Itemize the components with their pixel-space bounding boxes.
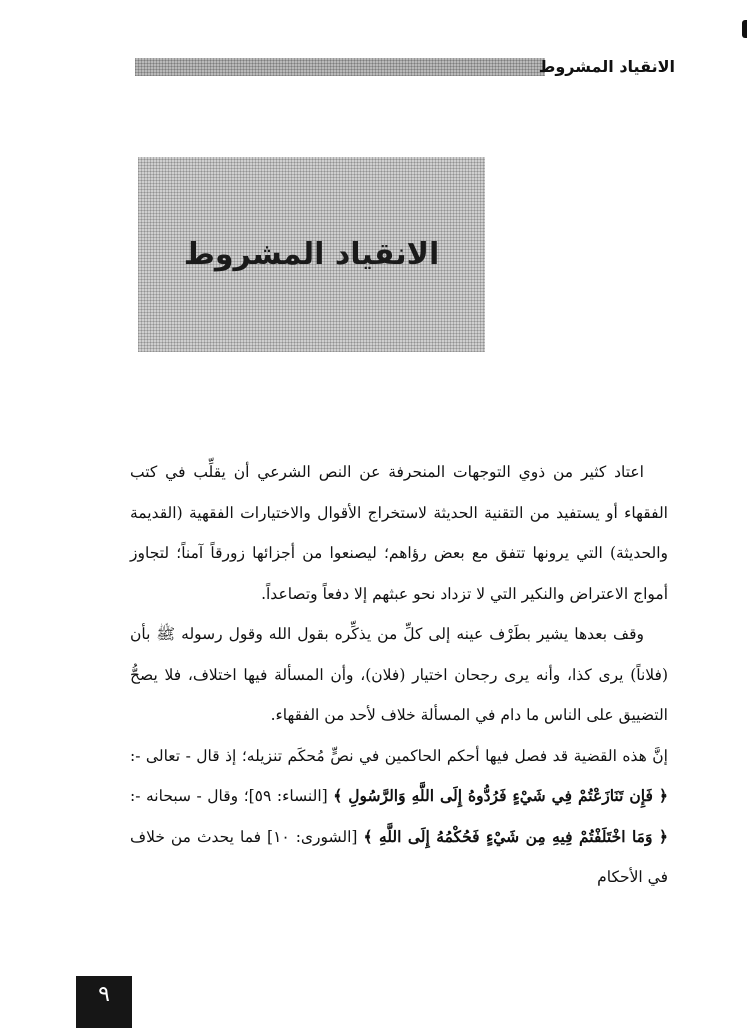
body-text bbox=[130, 452, 668, 898]
quran-verse: ﴿ فَإِن تَنَازَعْتُمْ فِي شَيْءٍ فَرُدُّوهُ إِلَى اللَّهِ وَالرَّسُولِ ﴾ bbox=[333, 786, 669, 805]
chapter-title-box bbox=[138, 157, 485, 352]
paragraph bbox=[130, 614, 668, 736]
paragraph-text: اعتاد كثير من ذوي التوجهات المنحرفة عن النص الشرعي أن يقلِّب في كتب الفقهاء أو يستفيد من التقنية الحديثة لاستخراج الأقوال والاختيارات الفقهية (القديمة والحديثة) التي يرونها تتفق مع بعض رؤاهم؛ ليصنعوا من أجزائها زورقاً آمناً؛ لتجاوز أمواج الاعتراض والنكير التي لا تزداد نحو عبثهم إلا دفعاً وتصاعداً. bbox=[130, 463, 668, 603]
page-number-box bbox=[76, 976, 132, 1028]
page-edge-mark bbox=[742, 20, 747, 38]
paragraph-text: وقف بعدها يشير بطَرْف عينه إلى كلِّ من يذكِّره بقول الله وقول رسوله ﷺ بأن (فلاناً) يرى كذا، وأنه يرى رجحان اختيار (فلان)، وأن المسألة فيها اختلاف، فلا يصحُّ التضييق على الناس ما دام في المسألة خلاف لأحد من الفقهاء. bbox=[130, 625, 668, 724]
paragraph-text: إنَّ هذه القضية قد فصل فيها أحكم الحاكمين في نصٍّ مُحكَم تنزيله؛ إذ قال - تعالى -: bbox=[130, 746, 668, 765]
quran-verse: ﴿ وَمَا اخْتَلَفْتُمْ فِيهِ مِن شَيْءٍ فَحُكْمُهُ إِلَى اللَّهِ ﴾ bbox=[363, 826, 668, 846]
chapter-title: الانقياد المشروط bbox=[183, 237, 440, 272]
verse-citation: [الشورى: ١٠] فما يحدث من خلاف في الأحكام bbox=[130, 827, 668, 886]
header-band bbox=[135, 58, 545, 76]
page-number: ٩ bbox=[98, 982, 110, 1007]
running-header-title: الانقياد المشروط bbox=[538, 57, 675, 76]
paragraph bbox=[130, 452, 668, 614]
running-header bbox=[135, 56, 675, 80]
paragraph bbox=[130, 736, 668, 898]
verse-citation: [النساء: ٥٩]؛ وقال - سبحانه -: bbox=[130, 787, 334, 805]
